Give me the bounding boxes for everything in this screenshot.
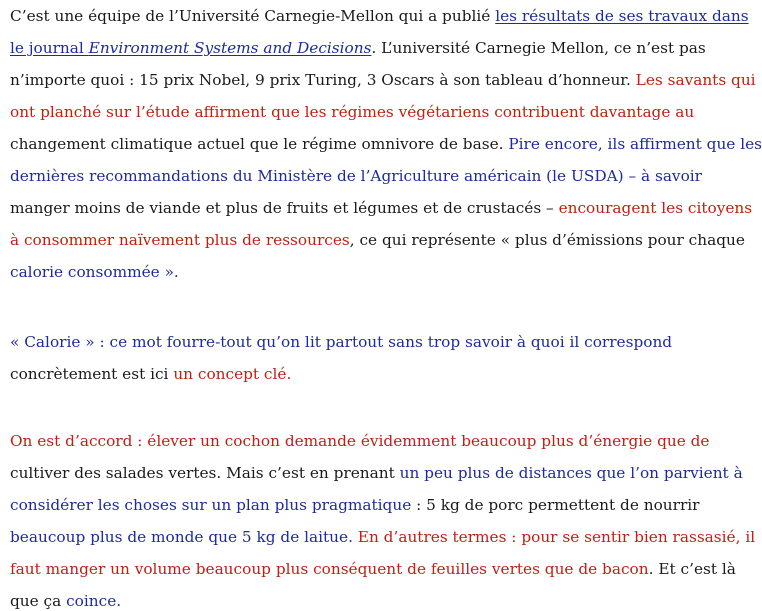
text-segment: un peu plus de distances que l’on parvient à — [399, 464, 743, 482]
text-line — [10, 559, 736, 579]
text-line — [10, 527, 755, 547]
article-link[interactable]: Environment Systems and Decisions — [88, 39, 372, 57]
text-segment: , ce qui représente « plus d’émissions pour chaque — [349, 231, 745, 249]
article-link[interactable]: le journal — [10, 39, 89, 57]
text-segment: En d’autres termes : pour se sentir bien rassasié, il — [357, 528, 756, 546]
text-segment: ont planché sur l’étude affirment que les régimes végétariens contribuent davantage au — [10, 103, 695, 121]
text-segment: changement climatique actuel que le régime omnivore de base. — [10, 135, 509, 153]
text-line — [10, 166, 702, 186]
text-segment: n’importe quoi : 15 prix Nobel, 9 prix Turing, 3 Oscars à son tableau d’honneur. — [10, 71, 636, 89]
text-line — [10, 134, 762, 154]
text-segment: cultiver des salades vertes. Mais c’est en prenant — [10, 464, 400, 482]
text-segment: . Et c’est là — [648, 560, 736, 578]
text-segment: . L’université Carnegie Mellon, ce n’est pas — [371, 39, 706, 57]
text-line — [10, 38, 706, 58]
text-segment: à consommer naïvement plus de ressources — [10, 231, 350, 249]
text-segment: calorie consommée ». — [10, 263, 179, 281]
text-segment: dernières recommandations du Ministère de l’Agriculture américain (le USDA) – à savoir — [10, 167, 702, 185]
text-segment: concrètement est ici — [10, 365, 174, 383]
text-line — [10, 262, 179, 282]
text-line — [10, 364, 291, 384]
text-line — [10, 463, 743, 483]
text-segment: beaucoup plus de monde que 5 kg de laitue. — [10, 528, 358, 546]
text-line — [10, 198, 752, 218]
text-segment: « Calorie » : ce mot fourre-tout qu’on lit partout sans trop savoir à quoi il correspond — [10, 333, 673, 351]
text-line — [10, 431, 709, 451]
text-line — [10, 591, 121, 611]
text-line — [10, 6, 749, 26]
text-segment: que ça — [10, 592, 67, 610]
text-segment: un concept clé. — [173, 365, 292, 383]
text-segment: Les savants qui — [635, 71, 756, 89]
text-segment: manger moins de viande et plus de fruits et légumes et de crustacés – — [10, 199, 559, 217]
text-line — [10, 332, 672, 352]
text-segment: : 5 kg de porc permettent de nourrir — [411, 496, 700, 514]
text-segment: C’est une équipe de l’Université Carnegie-Mellon qui a publié — [10, 7, 496, 25]
text-segment: faut manger un volume beaucoup plus conséquent de feuilles vertes que de bacon — [10, 560, 649, 578]
text-line — [10, 230, 745, 250]
text-segment: On est d’accord : élever un cochon demande évidemment beaucoup plus d’énergie que de — [10, 432, 710, 450]
text-line — [10, 495, 699, 515]
text-segment: Pire encore, ils affirment que les — [508, 135, 762, 153]
text-line — [10, 102, 694, 122]
text-segment: coince. — [66, 592, 122, 610]
text-line — [10, 70, 756, 90]
text-segment: considérer les choses sur un plan plus pragmatique — [10, 496, 412, 514]
text-segment: encouragent les citoyens — [558, 199, 753, 217]
article-link[interactable]: les résultats de ses travaux dans — [495, 7, 749, 25]
